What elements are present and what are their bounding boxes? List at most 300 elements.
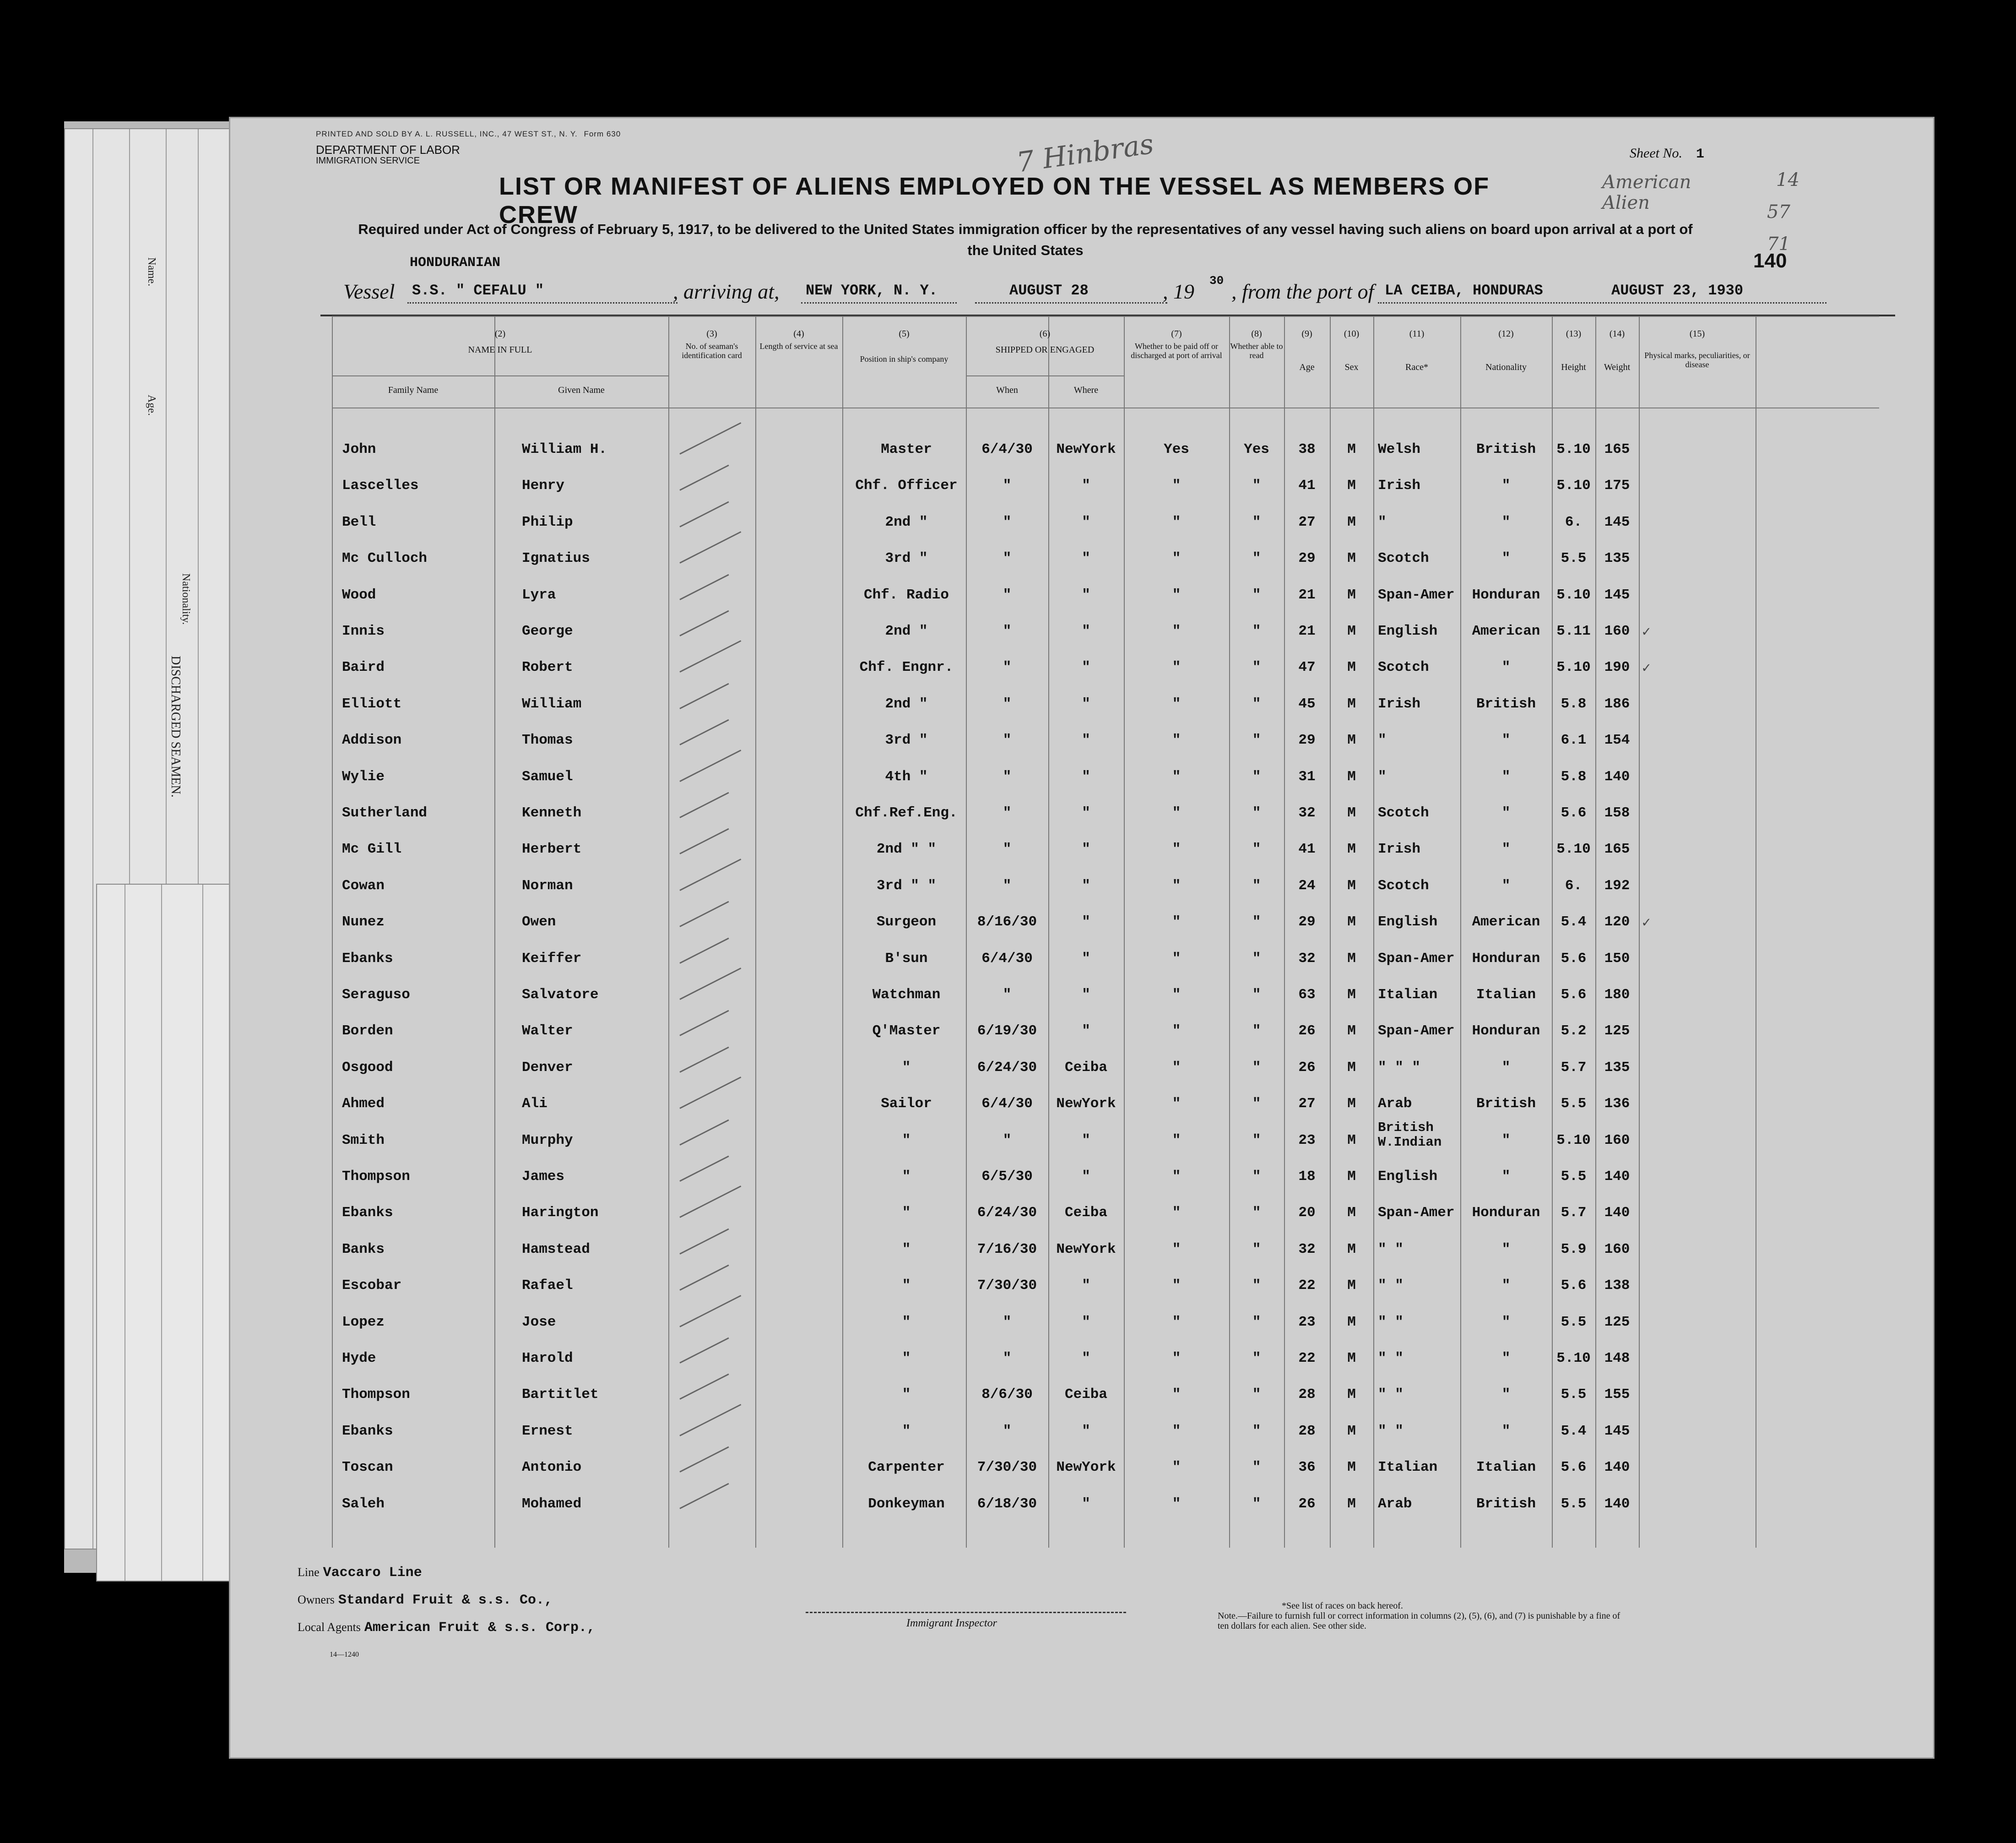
weight-cell: 190 bbox=[1604, 659, 1630, 676]
given-name-cell: Mohamed bbox=[522, 1495, 582, 1512]
family-name-cell: Mc Culloch bbox=[342, 550, 428, 567]
able-read-cell: " bbox=[1252, 1205, 1261, 1221]
height-cell: 6. bbox=[1565, 514, 1582, 530]
given-name-cell: Murphy bbox=[522, 1132, 573, 1148]
sex-cell: M bbox=[1347, 1423, 1356, 1439]
height-cell: 5.5 bbox=[1561, 1495, 1587, 1512]
stub-age-label: Age. bbox=[146, 395, 157, 416]
family-name-cell: Bell bbox=[342, 514, 376, 530]
sex-cell: M bbox=[1347, 550, 1356, 567]
sex-cell: M bbox=[1347, 1132, 1356, 1148]
height-cell: 5.6 bbox=[1561, 805, 1587, 821]
when-cell: " bbox=[1003, 805, 1012, 821]
col-id-card: No. of seaman's identification card bbox=[682, 342, 742, 360]
able-read-cell: " bbox=[1252, 1096, 1261, 1112]
height-cell: 5.6 bbox=[1561, 1459, 1587, 1476]
when-cell: " bbox=[1003, 987, 1012, 1003]
paid-off-cell: " bbox=[1172, 732, 1181, 749]
able-read-cell: " bbox=[1252, 841, 1261, 858]
physical-mark-cell: ✓ bbox=[1642, 625, 1651, 641]
table-row bbox=[332, 762, 1879, 799]
table-row bbox=[332, 1344, 1879, 1380]
nationality-cell: British bbox=[1476, 1096, 1536, 1112]
race-cell: Span-Amer bbox=[1378, 950, 1455, 967]
weight-cell: 140 bbox=[1604, 1205, 1630, 1221]
weight-cell: 125 bbox=[1604, 1314, 1630, 1330]
position-cell: Chf. Officer bbox=[855, 478, 958, 494]
when-cell: 6/4/30 bbox=[981, 441, 1033, 457]
age-cell: 31 bbox=[1298, 768, 1316, 785]
nationality-cell: " bbox=[1501, 1314, 1511, 1330]
when-cell: " bbox=[1003, 623, 1012, 639]
table-row bbox=[332, 617, 1879, 653]
age-cell: 32 bbox=[1298, 950, 1316, 967]
race-cell: Span-Amer bbox=[1378, 587, 1455, 603]
height-cell: 6. bbox=[1565, 877, 1582, 894]
height-cell: 5.5 bbox=[1561, 550, 1587, 567]
form-number: Form 630 bbox=[584, 130, 621, 138]
when-cell: 6/4/30 bbox=[981, 950, 1033, 967]
when-cell: 7/16/30 bbox=[977, 1241, 1037, 1257]
nationality-cell: Italian bbox=[1476, 987, 1536, 1003]
position-cell: " bbox=[902, 1423, 911, 1439]
table-row bbox=[332, 1271, 1879, 1307]
able-read-cell: " bbox=[1252, 587, 1261, 603]
height-cell: 5.10 bbox=[1556, 841, 1591, 858]
family-name-cell: Ebanks bbox=[342, 1423, 393, 1439]
paid-off-cell: " bbox=[1172, 1096, 1181, 1112]
paid-off-cell: " bbox=[1172, 659, 1181, 676]
age-cell: 26 bbox=[1298, 1059, 1316, 1076]
table-row bbox=[332, 1120, 1879, 1162]
able-read-cell: " bbox=[1252, 1023, 1261, 1039]
height-cell: 5.8 bbox=[1561, 696, 1587, 712]
position-cell: Donkeyman bbox=[868, 1495, 945, 1512]
col-position: Position in ship's company bbox=[860, 354, 948, 364]
weight-cell: 140 bbox=[1604, 1459, 1630, 1476]
where-cell: NewYork bbox=[1056, 1241, 1116, 1257]
paid-off-cell: " bbox=[1172, 841, 1181, 858]
table-row bbox=[332, 1089, 1879, 1125]
height-cell: 5.10 bbox=[1556, 587, 1591, 603]
nationality-cell: " bbox=[1501, 1386, 1511, 1403]
race-cell: Scotch bbox=[1378, 877, 1429, 894]
height-cell: 6.1 bbox=[1561, 732, 1587, 749]
race-cell: Arab bbox=[1378, 1096, 1412, 1112]
paid-off-cell: " bbox=[1172, 1386, 1181, 1403]
family-name-cell: Ahmed bbox=[342, 1096, 385, 1112]
table-row bbox=[332, 1053, 1879, 1089]
nationality-cell: " bbox=[1501, 732, 1511, 749]
document-title: LIST OR MANIFEST OF ALIENS EMPLOYED ON THE VESSEL AS MEMBERS OF CREW bbox=[499, 173, 1490, 228]
when-cell: " bbox=[1003, 877, 1012, 894]
age-cell: 23 bbox=[1298, 1314, 1316, 1330]
sex-cell: M bbox=[1347, 1241, 1356, 1257]
when-cell: " bbox=[1003, 550, 1012, 567]
table-row bbox=[332, 653, 1879, 689]
family-name-cell: Seraguso bbox=[342, 987, 410, 1003]
weight-cell: 165 bbox=[1604, 441, 1630, 457]
able-read-cell: " bbox=[1252, 1169, 1261, 1185]
where-cell: " bbox=[1082, 805, 1090, 821]
weight-cell: 154 bbox=[1604, 732, 1630, 749]
when-cell: " bbox=[1003, 514, 1012, 530]
col-height: Height bbox=[1561, 362, 1586, 372]
age-cell: 26 bbox=[1298, 1023, 1316, 1039]
family-name-cell: Lopez bbox=[342, 1314, 385, 1330]
col-name-in-full: NAME IN FULL bbox=[468, 345, 532, 355]
sex-cell: M bbox=[1347, 805, 1356, 821]
agents-value: American Fruit & s.s. Corp., bbox=[364, 1620, 596, 1636]
position-cell: " bbox=[902, 1132, 911, 1148]
table-row bbox=[332, 1162, 1879, 1198]
nationality-cell: Honduran bbox=[1472, 950, 1540, 967]
able-read-cell: " bbox=[1252, 1423, 1261, 1439]
able-read-cell: " bbox=[1252, 1386, 1261, 1403]
nationality-cell: " bbox=[1501, 768, 1511, 785]
age-cell: 29 bbox=[1298, 732, 1316, 749]
nationality-cell: " bbox=[1501, 877, 1511, 894]
year-label: , 19 bbox=[1163, 280, 1194, 303]
paid-off-cell: " bbox=[1172, 877, 1181, 894]
family-name-cell: Innis bbox=[342, 623, 385, 639]
race-cell: " " bbox=[1378, 1386, 1404, 1403]
age-cell: 22 bbox=[1298, 1350, 1316, 1366]
inspector-signature-line bbox=[806, 1612, 1126, 1613]
when-cell: 6/24/30 bbox=[977, 1205, 1037, 1221]
table-row bbox=[332, 690, 1879, 726]
paid-off-cell: " bbox=[1172, 1278, 1181, 1294]
when-cell: " bbox=[1003, 659, 1012, 676]
where-cell: " bbox=[1082, 659, 1090, 676]
able-read-cell: " bbox=[1252, 1459, 1261, 1476]
paid-off-cell: " bbox=[1172, 987, 1181, 1003]
family-name-cell: Ebanks bbox=[342, 950, 393, 967]
where-cell: " bbox=[1082, 1350, 1090, 1366]
age-cell: 23 bbox=[1298, 1132, 1316, 1148]
when-cell: 6/5/30 bbox=[981, 1169, 1033, 1185]
where-cell: " bbox=[1082, 768, 1090, 785]
when-cell: 7/30/30 bbox=[977, 1278, 1037, 1294]
position-cell: Chf.Ref.Eng. bbox=[855, 805, 958, 821]
where-cell: " bbox=[1082, 950, 1090, 967]
table-row bbox=[332, 435, 1879, 471]
able-read-cell: " bbox=[1252, 732, 1261, 749]
able-read-cell: " bbox=[1252, 1350, 1261, 1366]
paid-off-cell: " bbox=[1172, 1132, 1181, 1148]
sex-cell: M bbox=[1347, 696, 1356, 712]
age-cell: 22 bbox=[1298, 1278, 1316, 1294]
given-name-cell: Antonio bbox=[522, 1459, 582, 1476]
col-when: When bbox=[996, 385, 1018, 395]
weight-cell: 140 bbox=[1604, 1495, 1630, 1512]
where-cell: " bbox=[1082, 514, 1090, 530]
age-cell: 41 bbox=[1298, 478, 1316, 494]
position-cell: Chf. Engnr. bbox=[859, 659, 954, 676]
age-cell: 27 bbox=[1298, 514, 1316, 530]
weight-cell: 140 bbox=[1604, 1169, 1630, 1185]
family-name-cell: Borden bbox=[342, 1023, 393, 1039]
col13-number: (13) bbox=[1566, 329, 1582, 339]
sex-cell: M bbox=[1347, 1386, 1356, 1403]
height-cell: 5.4 bbox=[1561, 1423, 1587, 1439]
sex-cell: M bbox=[1347, 732, 1356, 749]
family-name-cell: Cowan bbox=[342, 877, 385, 894]
paid-off-cell: " bbox=[1172, 914, 1181, 930]
race-cell: Irish bbox=[1378, 841, 1421, 858]
vessel-name: S.S. " CEFALU " bbox=[412, 282, 544, 299]
table-row bbox=[332, 1380, 1879, 1416]
weight-cell: 120 bbox=[1604, 914, 1630, 930]
pencil-note-top: 7 Hinbras bbox=[1014, 128, 1156, 179]
family-name-cell: Ebanks bbox=[342, 1205, 393, 1221]
age-cell: 38 bbox=[1298, 441, 1316, 457]
able-read-cell: " bbox=[1252, 877, 1261, 894]
family-name-cell: Nunez bbox=[342, 914, 385, 930]
age-cell: 28 bbox=[1298, 1423, 1316, 1439]
able-read-cell: " bbox=[1252, 1278, 1261, 1294]
weight-cell: 135 bbox=[1604, 1059, 1630, 1076]
position-cell: 2nd " bbox=[885, 696, 928, 712]
footer-note bbox=[1218, 1601, 1630, 1631]
race-cell: Irish bbox=[1378, 696, 1421, 712]
col-shipped-engaged: SHIPPED OR ENGAGED bbox=[995, 345, 1095, 355]
sex-cell: M bbox=[1347, 987, 1356, 1003]
family-name-cell: Elliott bbox=[342, 696, 402, 712]
sex-cell: M bbox=[1347, 1314, 1356, 1330]
height-cell: 5.6 bbox=[1561, 950, 1587, 967]
weight-cell: 192 bbox=[1604, 877, 1630, 894]
pencil-tick-mark bbox=[679, 422, 741, 455]
col9-number: (9) bbox=[1301, 329, 1312, 339]
nationality-cell: " bbox=[1501, 805, 1511, 821]
sex-cell: M bbox=[1347, 514, 1356, 530]
family-name-cell: Lascelles bbox=[342, 478, 419, 494]
family-name-cell: Addison bbox=[342, 732, 402, 749]
weight-cell: 138 bbox=[1604, 1278, 1630, 1294]
race-cell: " " bbox=[1378, 1350, 1404, 1366]
position-cell: 3rd " bbox=[885, 732, 928, 749]
position-cell: 2nd " " bbox=[876, 841, 937, 858]
height-cell: 5.10 bbox=[1556, 478, 1591, 494]
where-cell: " bbox=[1082, 1495, 1090, 1512]
sex-cell: M bbox=[1347, 1459, 1356, 1476]
able-read-cell: Yes bbox=[1244, 441, 1269, 457]
note-penalty: Note.—Failure to furnish full or correct information in columns (2), (5), (6), and (7) is punishable by a fine of ten dollars for each alien. See other side. bbox=[1218, 1611, 1620, 1631]
height-cell: 5.9 bbox=[1561, 1241, 1587, 1257]
col6-number: (6) bbox=[1039, 329, 1051, 339]
table-row bbox=[332, 835, 1879, 871]
position-cell: Surgeon bbox=[876, 914, 937, 930]
col10-number: (10) bbox=[1344, 329, 1360, 339]
table-row bbox=[332, 471, 1879, 507]
table-row bbox=[332, 1417, 1879, 1453]
col-able-read: Whether able to read bbox=[1230, 342, 1283, 360]
given-name-cell: George bbox=[522, 623, 573, 639]
table-row bbox=[332, 944, 1879, 980]
able-read-cell: " bbox=[1252, 805, 1261, 821]
age-cell: 28 bbox=[1298, 1386, 1316, 1403]
height-cell: 5.8 bbox=[1561, 768, 1587, 785]
owners-label: Owners bbox=[298, 1593, 335, 1606]
weight-cell: 145 bbox=[1604, 514, 1630, 530]
height-cell: 5.10 bbox=[1556, 659, 1591, 676]
given-name-cell: Thomas bbox=[522, 732, 573, 749]
paid-off-cell: " bbox=[1172, 1314, 1181, 1330]
race-cell: " bbox=[1378, 768, 1387, 785]
table-row bbox=[332, 1198, 1879, 1234]
when-cell: 6/18/30 bbox=[977, 1495, 1037, 1512]
table-row bbox=[332, 980, 1879, 1017]
paid-off-cell: " bbox=[1172, 1495, 1181, 1512]
col4-number: (4) bbox=[793, 329, 804, 339]
age-cell: 32 bbox=[1298, 1241, 1316, 1257]
height-cell: 5.7 bbox=[1561, 1059, 1587, 1076]
race-cell: English bbox=[1378, 623, 1438, 639]
race-cell: Scotch bbox=[1378, 550, 1429, 567]
col8-number: (8) bbox=[1251, 329, 1262, 339]
nationality-cell: American bbox=[1472, 623, 1540, 639]
able-read-cell: " bbox=[1252, 1495, 1261, 1512]
given-name-cell: Philip bbox=[522, 514, 573, 530]
position-cell: Sailor bbox=[881, 1096, 932, 1112]
family-name-cell: Hyde bbox=[342, 1350, 376, 1366]
given-name-cell: William H. bbox=[522, 441, 607, 457]
sex-cell: M bbox=[1347, 623, 1356, 639]
race-cell: Scotch bbox=[1378, 659, 1429, 676]
weight-cell: 145 bbox=[1604, 587, 1630, 603]
nationality-cell: Honduran bbox=[1472, 1205, 1540, 1221]
given-name-cell: Harington bbox=[522, 1205, 599, 1221]
given-name-cell: James bbox=[522, 1169, 565, 1185]
able-read-cell: " bbox=[1252, 623, 1261, 639]
where-cell: " bbox=[1082, 1023, 1090, 1039]
given-name-cell: Henry bbox=[522, 478, 565, 494]
sex-cell: M bbox=[1347, 950, 1356, 967]
age-cell: 20 bbox=[1298, 1205, 1316, 1221]
when-cell: 8/16/30 bbox=[977, 914, 1037, 930]
col-family-name: Family Name bbox=[388, 385, 439, 395]
when-cell: " bbox=[1003, 1132, 1012, 1148]
nationality-cell: " bbox=[1501, 550, 1511, 567]
nationality-cell: " bbox=[1501, 1132, 1511, 1148]
able-read-cell: " bbox=[1252, 987, 1261, 1003]
printer-line bbox=[316, 130, 621, 139]
where-cell: Ceiba bbox=[1064, 1386, 1107, 1403]
race-cell: Scotch bbox=[1378, 805, 1429, 821]
weight-cell: 160 bbox=[1604, 1132, 1630, 1148]
sex-cell: M bbox=[1347, 1096, 1356, 1112]
race-cell: " bbox=[1378, 514, 1387, 530]
able-read-cell: " bbox=[1252, 1241, 1261, 1257]
able-read-cell: " bbox=[1252, 1314, 1261, 1330]
family-name-cell: Thompson bbox=[342, 1169, 410, 1185]
age-cell: 45 bbox=[1298, 696, 1316, 712]
family-name-cell: Sutherland bbox=[342, 805, 428, 821]
arrival-port: NEW YORK, N. Y. bbox=[806, 282, 938, 299]
race-cell: Welsh bbox=[1378, 441, 1421, 457]
table-row bbox=[332, 871, 1879, 908]
where-cell: NewYork bbox=[1056, 1459, 1116, 1476]
given-name-cell: Ernest bbox=[522, 1423, 573, 1439]
when-cell: " bbox=[1003, 1314, 1012, 1330]
given-name-cell: Harold bbox=[522, 1350, 573, 1366]
weight-cell: 180 bbox=[1604, 987, 1630, 1003]
position-cell: " bbox=[902, 1386, 911, 1403]
height-cell: 5.5 bbox=[1561, 1169, 1587, 1185]
race-cell: " " bbox=[1378, 1314, 1404, 1330]
paid-off-cell: " bbox=[1172, 1459, 1181, 1476]
when-cell: " bbox=[1003, 587, 1012, 603]
race-cell: English bbox=[1378, 914, 1438, 930]
table-row bbox=[332, 1453, 1879, 1489]
col2-number: (2) bbox=[494, 329, 506, 339]
stub-heading: DISCHARGED SEAMEN. bbox=[168, 656, 183, 798]
race-cell: " " bbox=[1378, 1278, 1404, 1294]
weight-cell: 125 bbox=[1604, 1023, 1630, 1039]
position-cell: " bbox=[902, 1314, 911, 1330]
arrival-date: AUGUST 28 bbox=[1009, 282, 1089, 299]
sex-cell: M bbox=[1347, 1169, 1356, 1185]
where-cell: NewYork bbox=[1056, 441, 1116, 457]
sex-cell: M bbox=[1347, 1023, 1356, 1039]
where-cell: " bbox=[1082, 914, 1090, 930]
nationality-cell: British bbox=[1476, 1495, 1536, 1512]
height-cell: 5.6 bbox=[1561, 987, 1587, 1003]
when-cell: " bbox=[1003, 478, 1012, 494]
age-cell: 27 bbox=[1298, 1096, 1316, 1112]
when-cell: " bbox=[1003, 1350, 1012, 1366]
where-cell: " bbox=[1082, 732, 1090, 749]
paid-off-cell: " bbox=[1172, 696, 1181, 712]
from-port-label: , from the port of bbox=[1231, 280, 1374, 303]
department-name: DEPARTMENT OF LABOR bbox=[316, 143, 460, 157]
service-name: IMMIGRATION SERVICE bbox=[316, 156, 420, 166]
sex-cell: M bbox=[1347, 587, 1356, 603]
nationality-cell: " bbox=[1501, 659, 1511, 676]
given-name-cell: Norman bbox=[522, 877, 573, 894]
race-cell: Span-Amer bbox=[1378, 1023, 1455, 1039]
nationality-cell: " bbox=[1501, 841, 1511, 858]
sheet-number bbox=[1630, 146, 1704, 162]
sex-cell: M bbox=[1347, 768, 1356, 785]
position-cell: 4th " bbox=[885, 768, 928, 785]
paid-off-cell: " bbox=[1172, 1059, 1181, 1076]
table-row bbox=[332, 581, 1879, 617]
col14-number: (14) bbox=[1609, 329, 1625, 339]
weight-cell: 160 bbox=[1604, 623, 1630, 639]
agents-field bbox=[298, 1620, 595, 1636]
table-row bbox=[332, 1235, 1879, 1271]
sex-cell: M bbox=[1347, 659, 1356, 676]
able-read-cell: " bbox=[1252, 1059, 1261, 1076]
paid-off-cell: " bbox=[1172, 623, 1181, 639]
race-cell: " " " bbox=[1378, 1059, 1421, 1076]
family-name-cell: Banks bbox=[342, 1241, 385, 1257]
position-cell: " bbox=[902, 1241, 911, 1257]
stub-name-label: Name. bbox=[146, 257, 157, 287]
given-name-cell: Denver bbox=[522, 1059, 573, 1076]
col-given-name: Given Name bbox=[558, 385, 605, 395]
weight-cell: 140 bbox=[1604, 768, 1630, 785]
paid-off-cell: " bbox=[1172, 478, 1181, 494]
nationality-cell: " bbox=[1501, 1423, 1511, 1439]
nationality-cell: American bbox=[1472, 914, 1540, 930]
where-cell: " bbox=[1082, 841, 1090, 858]
crew-table bbox=[332, 316, 1879, 1548]
where-cell: " bbox=[1082, 877, 1090, 894]
age-cell: 21 bbox=[1298, 623, 1316, 639]
